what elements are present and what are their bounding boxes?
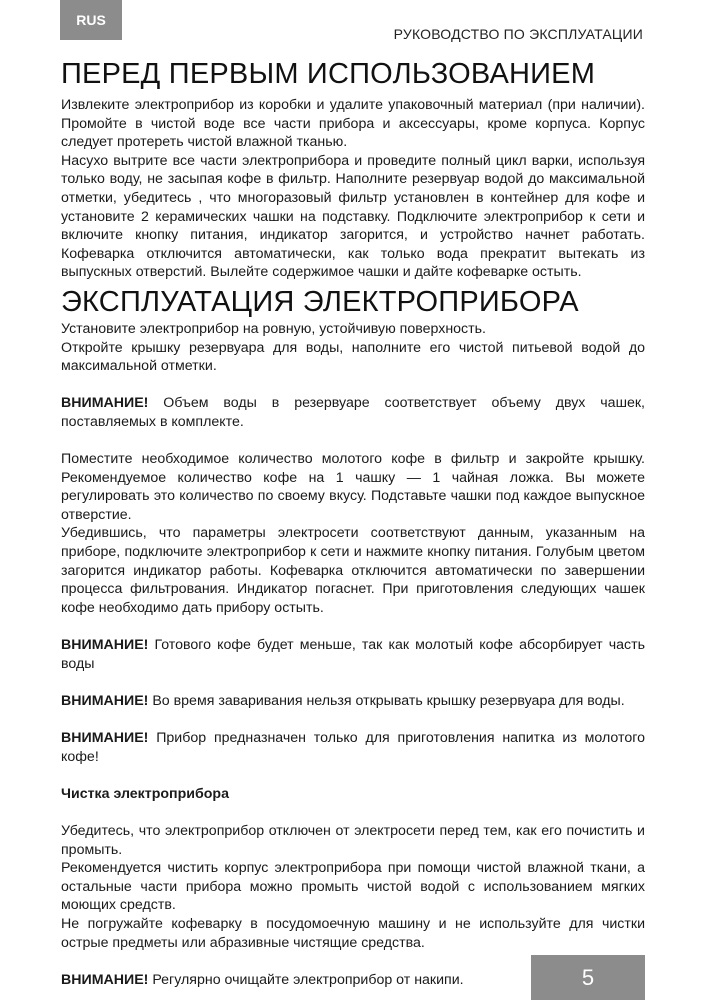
paragraph-unplug-before-cleaning: Убедитесь, что электроприбор отключен от электросети перед тем, как его почистить и промыть. [61,822,645,858]
section-title-before-first-use: ПЕРЕД ПЕРВЫМ ИСПОЛЬЗОВАНИЕМ [61,58,596,90]
warning-less-coffee [61,636,645,673]
warning-label: ВНИМАНИЕ! [61,637,149,654]
warning-ground-coffee-only [61,729,645,766]
warning-label: ВНИМАНИЕ! [61,730,149,746]
cleaning-heading: Чистка электроприбора [61,785,229,802]
paragraph-no-dishwasher: Не погружайте кофеварку в посудомоечную машину и не используйте для чистки острые предметы или абразивные чистящие средства. [61,915,645,951]
warning-text: Готового кофе будет меньше, так как молотый кофе абсорбирует часть воды [61,637,645,672]
warning-label: ВНИМАНИЕ! [61,395,149,412]
warning-text: Регулярно очищайте электроприбор от накипи. [148,971,464,988]
warning-text: Во время заваривания нельзя открывать крышку резервуара для воды. [148,692,625,709]
warning-text: Объем воды в резервуаре соответствует объему двух чашек, поставляемых в комплекте. [61,395,645,430]
warning-label: ВНИМАНИЕ! [61,971,149,988]
header-title: РУКОВОДСТВО ПО ЭКСПЛУАТАЦИИ [393,26,643,42]
language-badge: RUS [60,0,122,40]
paragraph-first-cycle: Насухо вытрите все части электроприбора и проведите полный цикл варки, используя только воду, не засыпая кофе в фильтр. Наполните резервуар водой до максимальной отметки, убедитесь , что многоразовый фильтр установлен в контейнер для кофе и установите 2 керамических чашки на подставку. Подключите электроприбор к сети и включите кнопку питания, индикатор загорится, и устройство начнет работать. Кофеварка отключится автоматически, как только вода прекратит вытекать из выпускных отверстий. Вылейте содержимое чашки и дайте кофеварке остыть. [61,152,645,281]
page-number: 5 [531,955,645,1000]
warning-text: Прибор предназначен только для приготовления напитка из молотого кофе! [61,730,645,765]
warning-label: ВНИМАНИЕ! [61,692,149,709]
paragraph-place-appliance: Установите электроприбор на ровную, устойчивую поверхность. [61,320,486,337]
paragraph-power-on: Убедившись, что параметры электросети соответствуют данным, указанным на приборе, подключите электроприбор к сети и нажмите кнопку питания. Голубым цветом загорится индикатор работы. Кофеварка отключится автоматически по завершении процесса фильтрования. Индикатор погаснет. При приготовления следующих чашек кофе необходимо дать прибору остыть. [61,525,645,616]
paragraph-clean-body: Рекомендуется чистить корпус электроприбора при помощи чистой влажной ткани, а остальные части прибора можно промыть чистой водой с использованием мягких моющих средств. [61,860,645,914]
section-title-operation: ЭКСПЛУАТАЦИЯ ЭЛЕКТРОПРИБОРА [61,285,579,318]
warning-water-volume [61,394,645,431]
paragraph-fill-tank: Откройте крышку резервуара для воды, наполните его чистой питьевой водой до максимальной отметки. [61,339,645,375]
paragraph-unpack: Извлеките электроприбор из коробки и удалите упаковочный материал (при наличии). Промойте в чистой воде все части прибора и аксессуары, кроме корпуса. Корпус следует протереть чистой влажной тканью. [61,97,645,151]
page-content [61,56,645,989]
paragraph-add-coffee: Поместите необходимое количество молотого кофе в фильтр и закройте крышку. Рекомендуемое количество кофе на 1 чашку — 1 чайная ложка. Вы можете регулировать это количество по своему вкусу. Подставьте чашки под каждое выпускное отверстие. [61,451,645,523]
warning-lid [61,692,645,711]
